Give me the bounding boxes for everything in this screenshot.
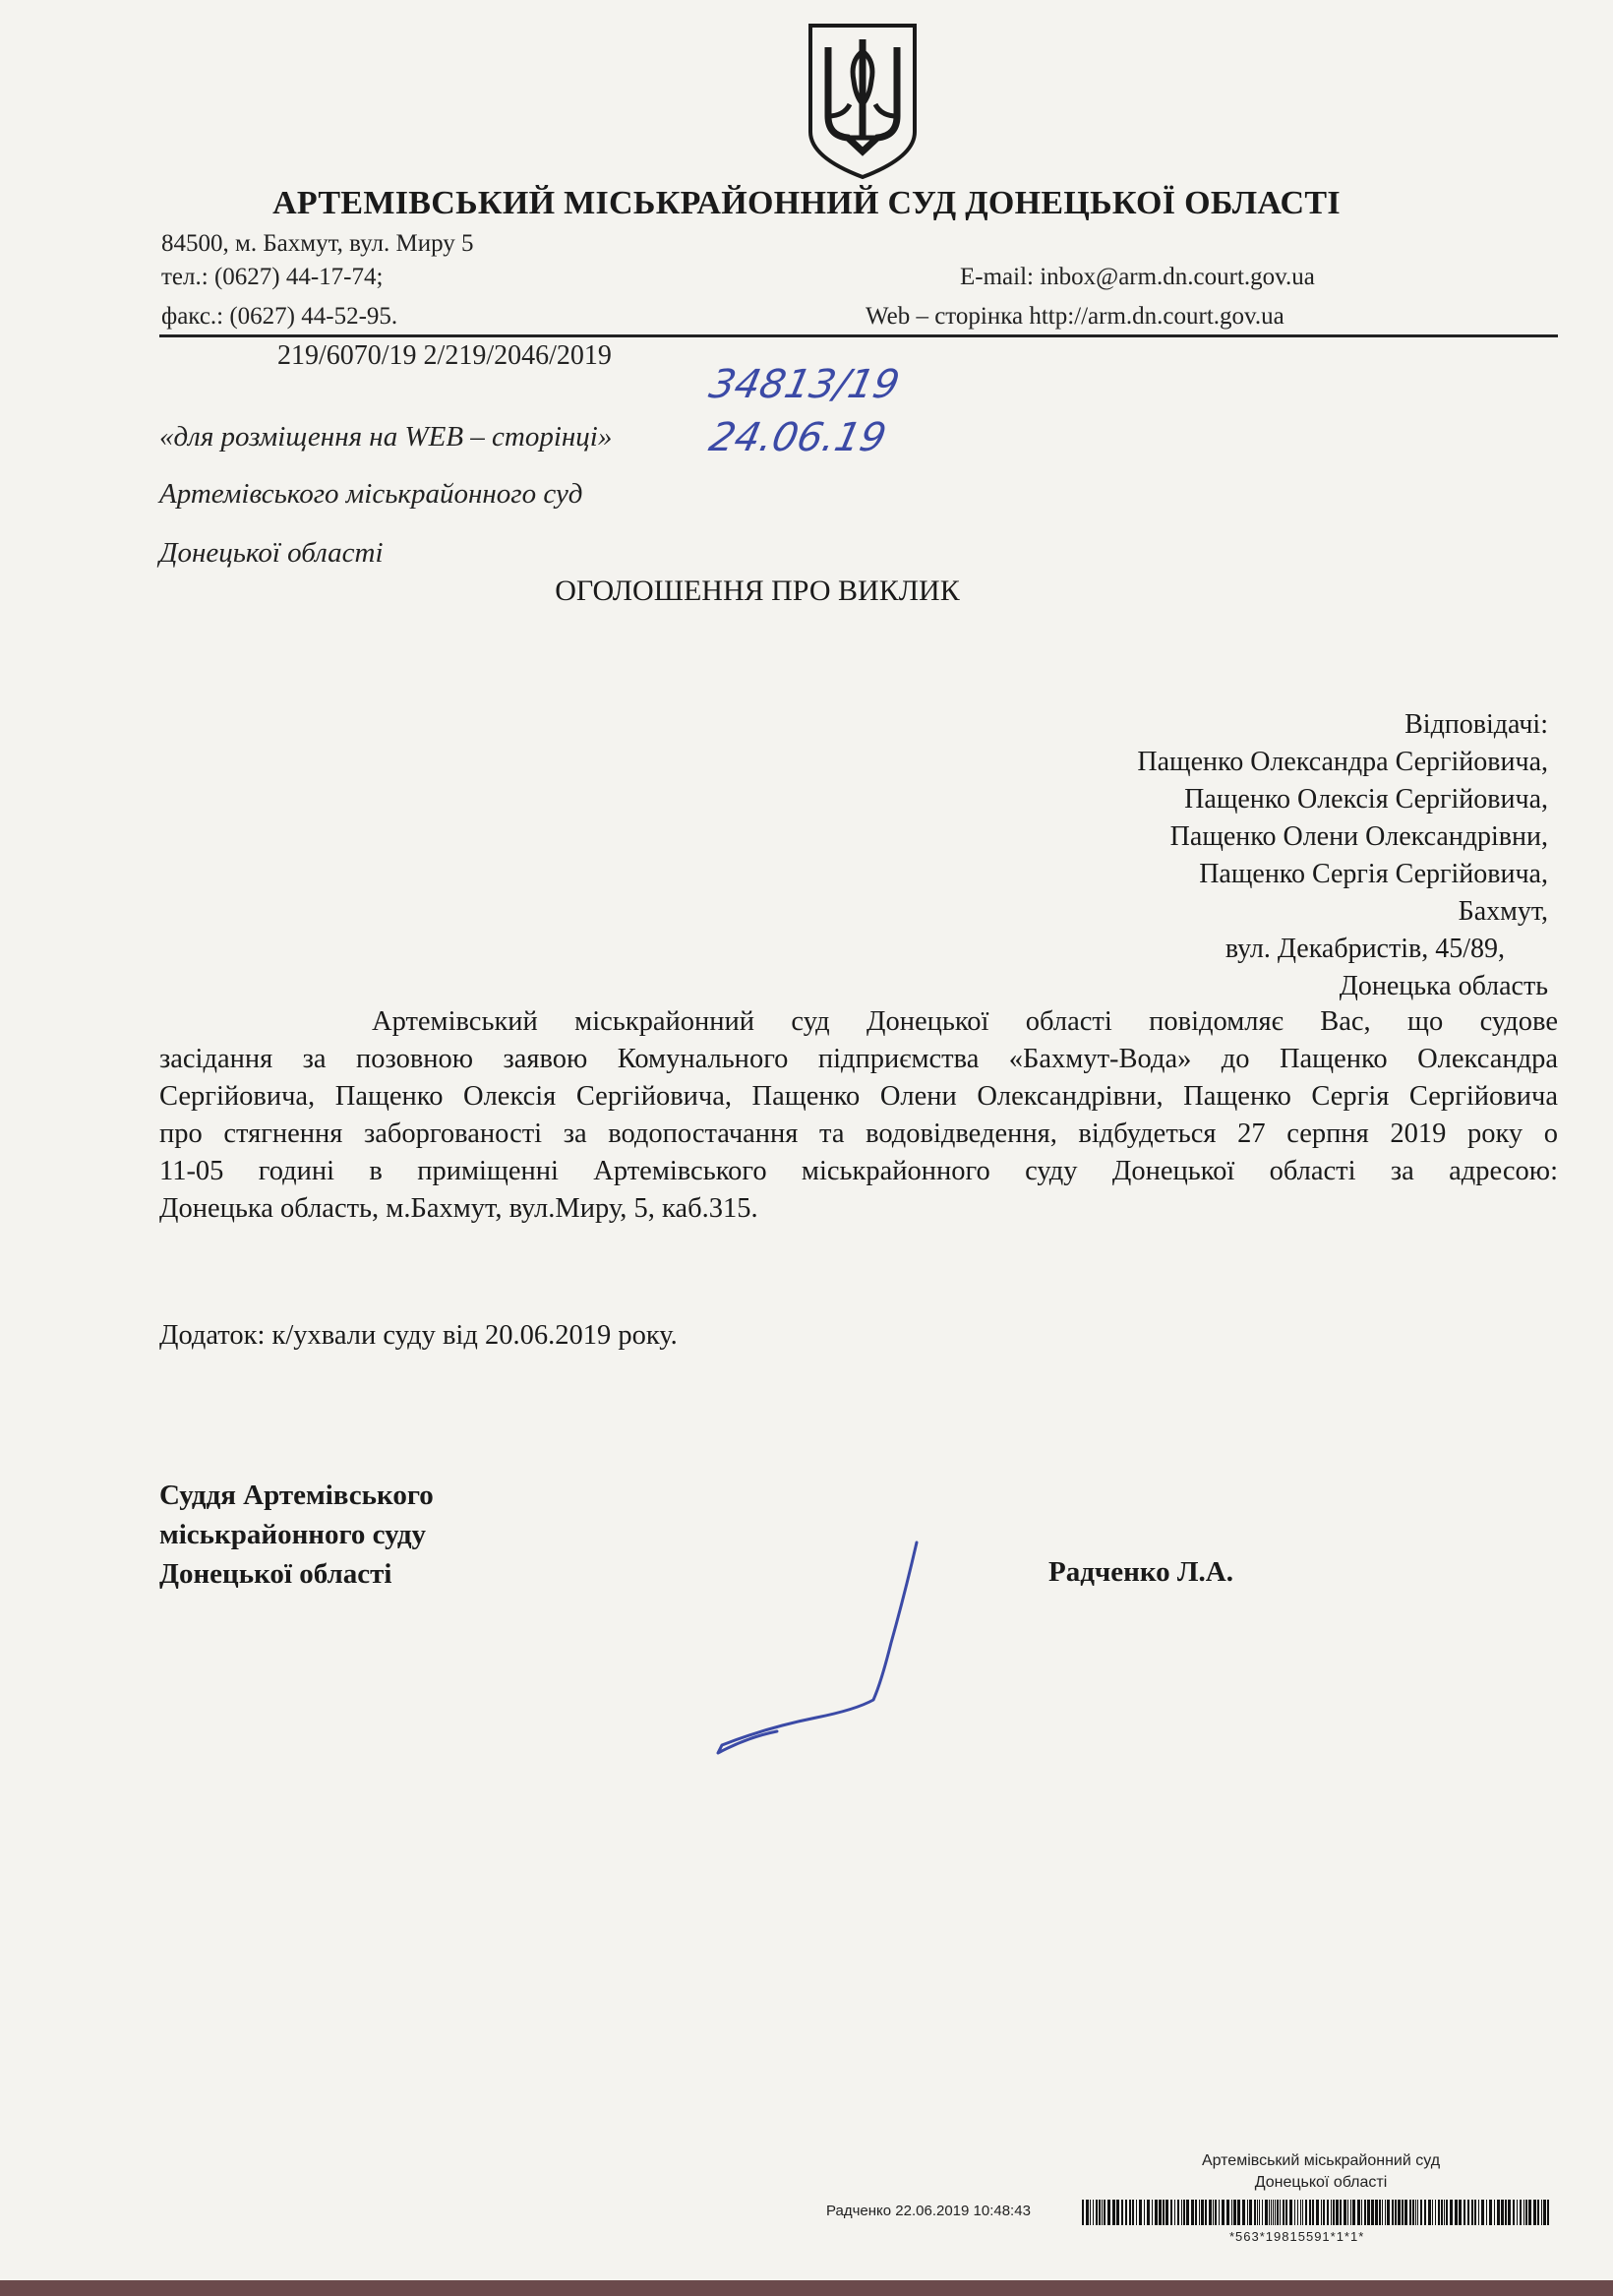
stamp-org-line: Артемівський міськрайонний суд (1201, 2152, 1441, 2169)
defendant-name: Пащенко Сергія Сергійовича, (1199, 859, 1548, 889)
court-website: Web – сторінка http://arm.dn.court.gov.ua (866, 303, 1284, 330)
scan-bottom-edge (0, 2280, 1613, 2296)
recipient-line-region: Донецької області (159, 537, 384, 569)
body-line: Артемівський міськрайонний суд Донецької області повідомляє Вас, що судове (372, 1006, 1558, 1037)
handwritten-signature (708, 1535, 934, 1781)
case-number: 219/6070/19 2/219/2046/2019 (277, 340, 612, 371)
header-divider (159, 334, 1558, 337)
announcement-title: ОГОЛОШЕННЯ ПРО ВИКЛИК (555, 574, 960, 607)
defendant-name: Пащенко Олександра Сергійовича, (1137, 747, 1548, 777)
court-fax: факс.: (0627) 44-52-95. (161, 303, 398, 330)
body-line: Донецька область, м.Бахмут, вул.Миру, 5, каб.315. (159, 1193, 758, 1224)
defendant-address-line: Бахмут, (1458, 896, 1548, 927)
defendant-address-line: Донецька область (1339, 971, 1548, 1001)
defendant-name: Пащенко Олени Олександрівни, (1169, 821, 1548, 852)
defendants-block (1137, 706, 1548, 1005)
court-email: E-mail: inbox@arm.dn.court.gov.ua (960, 264, 1315, 290)
defendant-address-line: вул. Декабристів, 45/89, (1225, 934, 1505, 964)
announcement-body (159, 1003, 1558, 1228)
body-line: 11-05 годині в приміщенні Артемівського міськрайонного суду Донецької області за адресою: (159, 1156, 1558, 1186)
judge-name: Радченко Л.А. (1048, 1556, 1233, 1588)
judge-title-line: Суддя Артемівського (159, 1480, 434, 1511)
registration-barcode (1082, 2200, 1554, 2225)
body-line: Сергійовича, Пащенко Олексія Сергійовича, Пащенко Олени Олександрівни, Пащенко Сергія Сергійовича (159, 1081, 1558, 1112)
stamp-org-line: Донецької області (1254, 2174, 1388, 2191)
body-line: про стягнення заборгованості за водопостачання та водовідведення, відбудеться 27 серпня 2019 року о (159, 1118, 1558, 1149)
judge-title-line: міськрайонного суду (159, 1519, 427, 1550)
court-address: 84500, м. Бахмут, вул. Миру 5 (161, 230, 474, 257)
judge-title-line: Донецької області (159, 1558, 392, 1590)
defendant-name: Пащенко Олексія Сергійовича, (1184, 784, 1548, 815)
attachment-note: Додаток: к/ухвали суду від 20.06.2019 року. (159, 1320, 678, 1351)
registration-stamp-text: Радченко 22.06.2019 10:48:43 (826, 2203, 1031, 2219)
placement-note: «для розміщення на WEB – сторінці» (159, 421, 613, 453)
recipient-line-court: Артемівського міськрайонного суд (159, 478, 583, 510)
court-name-heading: АРТЕМІВСЬКИЙ МІСЬКРАЙОННИЙ СУД ДОНЕЦЬКОЇ ОБЛАСТІ (272, 185, 1341, 221)
registration-stamp-org (1178, 2150, 1464, 2194)
handwritten-registration-number: 34813/19 (705, 362, 904, 407)
handwritten-registration-date: 24.06.19 (705, 415, 891, 460)
court-phone: тел.: (0627) 44-17-74; (161, 264, 384, 290)
judge-title-block (159, 1476, 434, 1594)
body-line: засідання за позовною заявою Комунального підприємства «Бахмут-Вода» до Пащенко Олександра (159, 1044, 1558, 1074)
barcode-number: *563*19815591*1*1* (1229, 2229, 1365, 2244)
coat-of-arms-emblem (805, 22, 921, 181)
defendants-heading: Відповідачі: (1404, 709, 1548, 740)
